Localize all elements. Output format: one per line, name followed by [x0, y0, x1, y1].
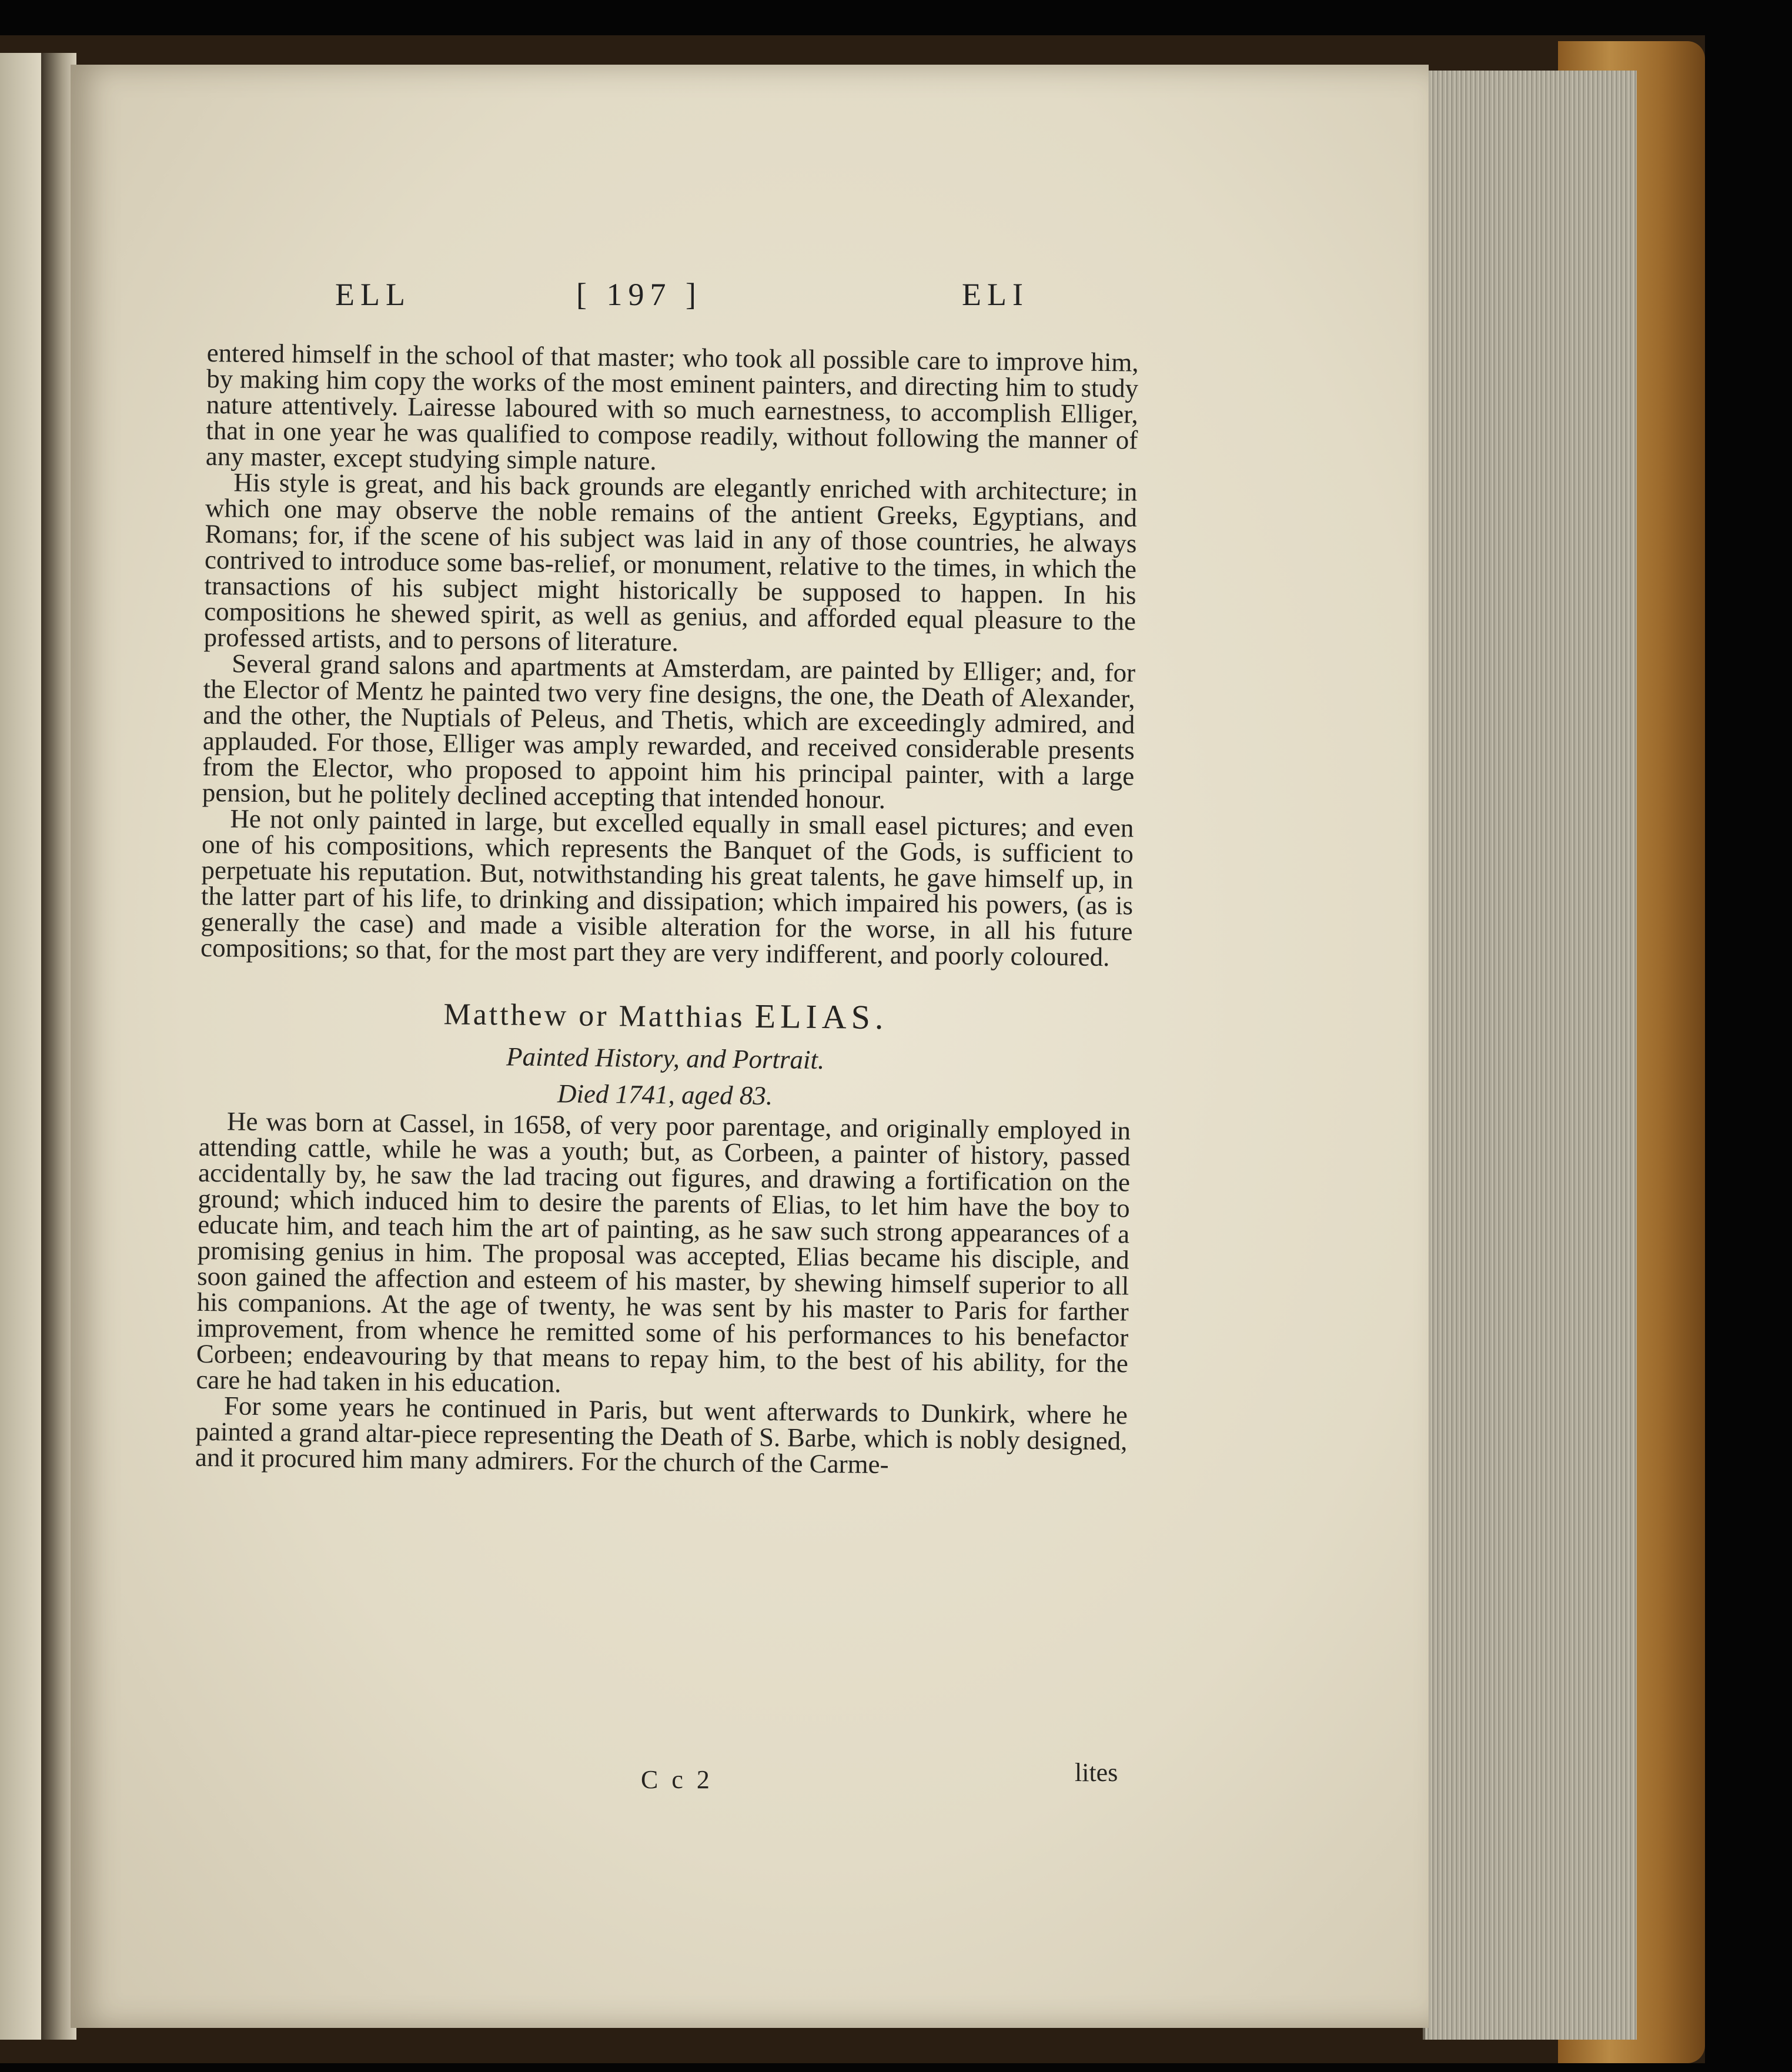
paragraph: He not only painted in large, but excelled equally in small easel pictures; and even one of his compositions, which represents the Banquet of the Gods, is sufficient to perpetuate his reputation. But, notwithstanding his great talents, he gave himself up, in the latter part of his life, to drinking and dissipation; which impaired his powers, (as is generally the case) and made a visible alteration for the worse, in all his future compositions; so that, for the most part they are very indifferent, and poorly coloured.: [200, 804, 1134, 972]
page-fore-edge: [1423, 71, 1637, 2040]
paragraph: He was born at Cassel, in 1658, of very poor parentage, and originally employed in attending cattle, while he was a youth; but, as Corbeen, a painter of history, passed accidentally by, he saw the lad tracing out figures, and drawing a fortification on the ground; which induced him to desire the parents of Elias, to let him have the boy to educate him, and teach him the art of painting, as he saw such strong appearances of a promising genius in him. The proposal was accepted, Elias became his disciple, and soon gained the affection and esteem of his master, by shewing himself superior to all his companions. At the age of twenty, he was sent by his master to Paris for farther improvement, from whence he remitted some of his performances to his benefactor Corbeen; endeavouring by that means to repay him, to the best of his ability, for the care he had taken in his education.: [196, 1106, 1131, 1398]
running-head-right: ELI: [962, 277, 1029, 312]
paragraph: entered himself in the school of that master; who took all possible care to improve him, by making him copy the works of the most eminent painters, and directing him to study nature attentively. Lairesse laboured with so much earnestness, to accomplish Elliger, that in one year he was qualified to compose readily, without following the manner of any master, except studying simple nature.: [205, 338, 1139, 476]
entry-subtitle: Painted History, and Portrait.: [506, 1042, 825, 1075]
entry-heading-given-names: Matthew or Matthias: [443, 997, 745, 1035]
entry-heading: [200, 990, 1132, 1043]
paragraph: For some years he continued in Paris, but went afterwards to Dunkirk, where he painted a grand altar-piece representing the Death of S. Barbe, which is nobly designed, and it procured him many admirers. For the church of the Carme-: [195, 1391, 1128, 1479]
paragraph: Several grand salons and apartments at Amsterdam, are painted by Elliger; and, for the Elector of Mentz he painted two very fine designs, the one, the Death of Alexander, and the other, the Nuptials of Peleus, and Thetis, which are exceedingly admired, and applauded. For those, Elliger was amply rewarded, and received considerable presents from the Elector, who proposed to appoint him his principal painter, with a large pension, but he politely declined accepting that intended honour.: [202, 648, 1136, 815]
page-text: [195, 340, 1139, 1479]
catchword: lites: [1075, 1758, 1118, 1787]
running-head-left: ELL: [335, 277, 411, 312]
entry-heading-surname: ELIAS.: [754, 996, 888, 1037]
signature-mark: C c 2: [641, 1765, 713, 1794]
facing-page: [0, 53, 41, 2040]
running-head: [335, 276, 1029, 329]
page-number: [ 197 ]: [576, 277, 702, 312]
entry-dates: Died 1741, aged 83.: [557, 1079, 773, 1111]
paragraph: His style is great, and his back grounds are elegantly enriched with architecture; in which one may observe the noble remains of the antient Greeks, Egyptians, and Romans; for, if the scene of his subject was laid in any of those countries, he always contrived to introduce some bas-relief, or monument, relative to the times, in which the transactions of his subject might historically be supposed to happen. In his compositions he shewed spirit, as well as genius, and afforded equal pleasure to the professed artists, and to persons of literature.: [203, 467, 1138, 657]
